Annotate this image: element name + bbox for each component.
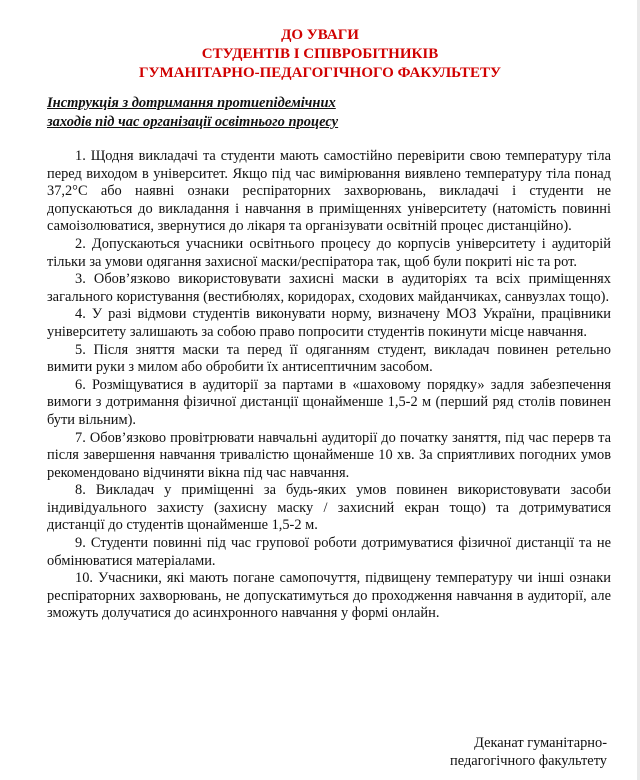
announcement-header [0, 26, 640, 83]
instruction-title-line-1: Інструкція з дотримання протиепідемічних [47, 95, 336, 111]
instruction-item-4: 4. У разі відмови студентів виконувати норму, визначену МОЗ України, працівники університету залишають за собою право попросити студентів покинути місце навчання. [47, 306, 611, 340]
signature-line-1: Деканат гуманітарно- [474, 735, 607, 751]
header-line-2: СТУДЕНТІВ І СПІВРОБІТНИКІВ [201, 46, 439, 62]
instruction-item-10: 10. Учасники, які мають погане самопочуття, підвищену температуру чи інші ознаки респіраторних захворювань, не допускатимуться до проходження навчання в аудиторії, але зможуть долучатися до асинхронного навчання у формі онлайн. [47, 570, 611, 622]
instruction-item-5: 5. Після зняття маски та перед її одяганням студент, викладач повинен ретельно вимити руки з милом або обробити їх антисептичним засобом. [47, 341, 611, 376]
signature-line-2: педагогічного факультету [450, 752, 607, 769]
instruction-item-6: 6. Розміщуватися в аудиторії за партами в «шаховому порядку» задля забезпечення вимоги з дотримання фізичної дистанції щонайменше 1,5-2 м (перший ряд столів повинен бути вільним). [47, 376, 611, 428]
instruction-list [47, 148, 611, 623]
instruction-title [47, 94, 467, 132]
header-line-3: ГУМАНІТАРНО-ПЕДАГОГІЧНОГО ФАКУЛЬТЕТУ [139, 65, 501, 81]
instruction-item-3: 3. Обов’язково використовувати захисні маски в аудиторіях та всіх приміщеннях загального користування (вестибюлях, коридорах, сходових майданчиках, санвузлах тощо). [47, 271, 611, 305]
instruction-item-1: 1. Щодня викладачі та студенти мають самостійно перевірити свою температуру тіла перед виходом в університет. Якщо під час вимірювання виявлено температуру тіла понад 37,2°С або наявні ознаки респіраторних захворювань, викладачі і студенти не допускаються до викладання і навчання в приміщеннях університету (натомість повинні самоізолюватися, звернутися до лікаря та організувати освітній процес дистанційно). [47, 148, 611, 235]
instruction-item-9: 9. Студенти повинні під час групової роботи дотримуватися фізичної дистанції та не обмінюватися матеріалами. [47, 535, 611, 569]
instruction-item-2: 2. Допускаються учасники освітнього процесу до корпусів університету і аудиторій тільки за умови одягання захисної маски/респіратора так, щоб були покриті ніс та рот. [47, 235, 611, 270]
header-line-1: ДО УВАГИ [281, 27, 359, 43]
instruction-title-line-2: заходів під час організації освітнього процесу [47, 114, 339, 130]
signature-block [450, 735, 607, 770]
instruction-item-8: 8. Викладач у приміщенні за будь-яких умов повинен використовувати засоби індивідуального захисту (захисну маску / захисний екран тощо) та дотримуватися дистанції до студентів щонайменше 1,5-2 м. [47, 482, 611, 534]
instruction-item-7: 7. Обов’язково провітрювати навчальні аудиторії до початку заняття, під час перерв та після завершення навчання тривалістю щонайменше 10 хв. За сприятливих погодних умов рекомендовано відчиняти вікна під час навчання. [47, 429, 611, 481]
